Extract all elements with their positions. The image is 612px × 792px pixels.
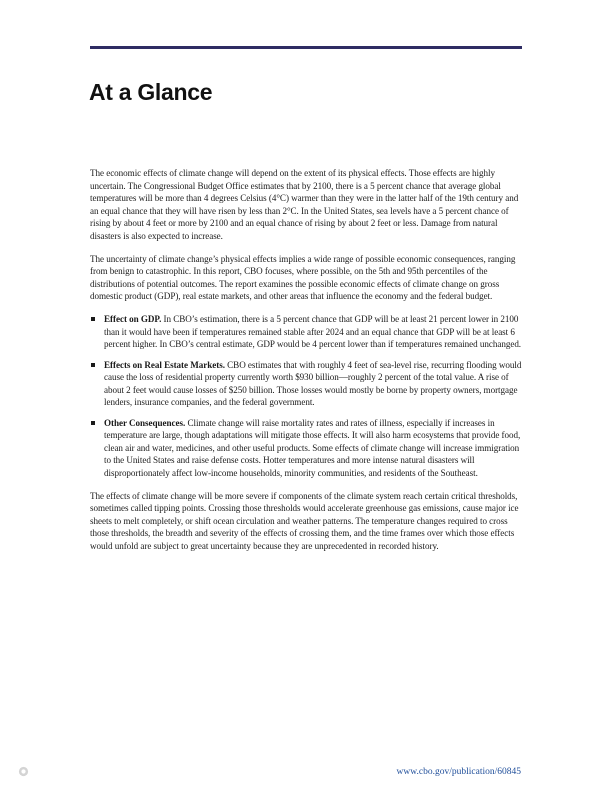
- bullet-heading: Other Consequences.: [104, 417, 186, 428]
- key-findings-list: [90, 313, 524, 479]
- bullet-text: CBO estimates that with roughly 4 feet of sea-level rise, recurring flooding would cause the loss of residential property currently worth $930 billion—roughly 2 percent of the total value. A rise of about 2 feet would cause losses of $250 billion. Those losses would mostly be borne by property owners, mortgage lenders, insurance companies, and the federal government.: [104, 359, 522, 407]
- list-item-gdp: [90, 313, 524, 351]
- tipping-points-paragraph: The effects of climate change will be more severe if components of the climate system reach certain critical thresholds, sometimes called tipping points. Crossing those thresholds would accelerate greenhouse gas emissions, cause major ice sheets to melt completely, or shift ocean circulation and weather patterns. The temperature changes required to cross those thresholds, the breadth and severity of the effects of crossing them, and the time frames over which those effects would unfold are subject to great uncertainty because they are unprecedented in recorded history.: [90, 490, 519, 551]
- bullet-heading: Effects on Real Estate Markets.: [104, 359, 225, 370]
- list-item-real-estate: [90, 359, 524, 409]
- square-bullet-icon: [91, 421, 95, 425]
- page-title: At a Glance: [89, 79, 213, 105]
- publication-link[interactable]: www.cbo.gov/publication/60845: [396, 767, 521, 777]
- bullet-text: Climate change will raise mortality rates and rates of illness, especially if increases in temperature are large, though adaptations will mitigate those effects. It will also harm ecosystems that provide food, clean air and water, medicines, and other useful products. Some effects of climate change will increase immigration to the United States and raise defense costs. Hotter temperatures and more intense natural disasters will disproportionately affect low-income households, minority communities, and residents of the Southeast.: [104, 417, 521, 478]
- intro-paragraph: The economic effects of climate change will depend on the extent of its physical effects. Those effects are highly uncertain. The Congressional Budget Office estimates that by 2100, there is a 5 percent chance that average global temperatures will be more than 4 degrees Celsius (4°C) warmer than they were in the latter half of the 19th century and an equal chance that they will have risen by less than 2°C. In the United States, sea levels have a 5 percent chance of rising by about 4 feet or more by 2100 and an equal chance of rising by about 2 feet or less. Damage from natural disasters is also expected to increase.: [90, 168, 519, 241]
- bullet-text: In CBO’s estimation, there is a 5 percent chance that GDP will be at least 21 percent lower in 2100 than it would have been if temperatures remained stable after 2024 and an equal chance that GDP will be at least 6 percent higher. In CBO’s central estimate, GDP would be 4 percent lower than if temperatures remained unchanged.: [104, 314, 522, 349]
- uncertainty-paragraph: The uncertainty of climate change’s physical effects implies a wide range of possible economic consequences, ranging from benign to catastrophic. In this report, CBO focuses, where possible, on the 5th and 95th percentiles of the distributions of potential outcomes. The report examines the possible economic effects of climate change on gross domestic product (GDP), real estate markets, and other areas that influence the economy and the federal budget.: [90, 253, 516, 301]
- header-rule: [90, 46, 522, 49]
- page-marker-icon: [18, 766, 29, 777]
- bullet-heading: Effect on GDP.: [104, 314, 162, 324]
- square-bullet-icon: [91, 363, 95, 367]
- square-bullet-icon: [91, 317, 95, 321]
- body-content: [90, 167, 524, 563]
- list-item-other-consequences: [90, 417, 524, 480]
